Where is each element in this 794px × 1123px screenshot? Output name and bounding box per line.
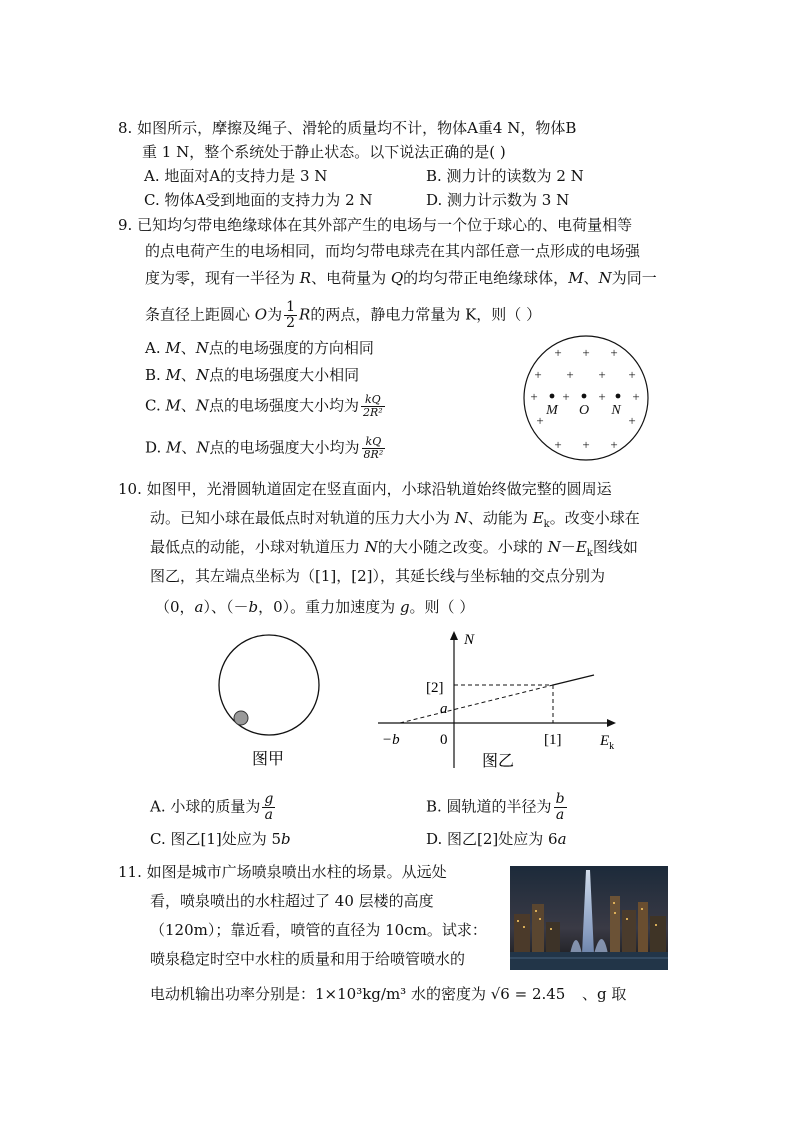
plus-sign: +: [562, 389, 570, 404]
q10-option-d: D. 图乙[2]处应为 6a: [426, 830, 567, 848]
tick-1-label: [1]: [544, 732, 562, 748]
q9-fraction-d: $\frac{kQ}{\text{8R²}}$: [363, 435, 384, 461]
label-o: O: [578, 403, 590, 418]
point-m: [550, 394, 555, 399]
axis-ek-label: $E_k$: [600, 733, 615, 752]
plus-sign: +: [628, 367, 636, 382]
q9-line3: 度为零，现有一半径为 R、电荷量为 Q的均匀带正电绝缘球体，M、N为同一: [145, 269, 657, 287]
plus-sign: +: [554, 345, 562, 360]
plus-sign: +: [610, 345, 618, 360]
plus-sign: +: [598, 389, 606, 404]
q9-option-b: B. M、N点的电场强度大小相同: [145, 366, 360, 384]
q10-line1: 10. 如图甲，光滑圆轨道固定在竖直面内，小球沿轨道始终做完整的圆周运: [118, 480, 612, 498]
q8-option-d: D. 测力计示数为 3 N: [426, 191, 570, 209]
fountain-photo: [510, 866, 668, 970]
q8-option-b: B. 测力计的读数为 2 N: [426, 167, 584, 185]
fig-jia-caption: 图甲: [251, 751, 285, 768]
fig-yi-caption: 图乙: [481, 753, 515, 770]
ball-icon: [234, 711, 248, 725]
q9-option-d: D. M、N点的电场强度大小均为 $\frac{kQ}{\text{8R²}}$: [145, 435, 384, 461]
label-m: M: [546, 403, 558, 418]
q11-line5-tail: 、g 取: [582, 985, 627, 1003]
plus-sign: +: [566, 367, 574, 382]
q9-fraction-c: $\frac{kQ}{\text{2R²}}$: [363, 393, 383, 419]
tick-neg-b-label: −b: [382, 732, 400, 748]
q10-line3: 最低点的动能，小球对轨道压力 N的大小随之改变。小球的 $N-E_k$图线如: [150, 538, 638, 559]
point-o: [582, 394, 587, 399]
tick-0-label: 0: [440, 732, 448, 748]
q10-line4: 图乙，其左端点坐标为（[1]，[2]），其延长线与坐标轴的交点分别为: [150, 567, 605, 585]
q9-line2: 的点电荷产生的电场相同，而均匀带电球壳在其内部任意一点形成的电场强: [145, 242, 641, 260]
axis-n-label: N: [464, 632, 475, 648]
q11-line1: 11. 如图是城市广场喷泉喷出水柱的场景。从远处: [118, 863, 447, 881]
q9-option-c: C. M、N点的电场强度大小均为 $\frac{kQ}{\text{2R²}}$: [145, 393, 383, 419]
q9-line4: 条直径上距圆心 O为 $\frac{1}{2}$ R的两点，静电力常量为 K，则（ ）: [145, 299, 542, 331]
plus-sign: +: [582, 437, 590, 452]
plus-sign: +: [610, 437, 618, 452]
q8-option-c: C. 物体A受到地面的支持力为 2 N: [144, 191, 373, 209]
plus-sign: +: [536, 413, 544, 428]
q11-line5: 电动机输出功率分别是：1×10³kg/m³ 水的密度为 √6 = 2.45: [150, 985, 566, 1003]
q10-option-a: A. 小球的质量为 $\frac{g}{a}$: [150, 791, 274, 823]
point-n: [616, 394, 621, 399]
q9-option-a: A. M、N点的电场强度的方向相同: [145, 339, 374, 357]
label-n: N: [611, 403, 621, 418]
tick-2-label: [2]: [426, 680, 444, 696]
q8-option-a: A. 地面对A的支持力是 3 N: [144, 167, 328, 185]
plus-sign: +: [530, 389, 538, 404]
plus-sign: +: [582, 345, 590, 360]
circular-track-figure: [210, 630, 330, 775]
tick-a-label: a: [440, 701, 448, 717]
q8-line1: 8. 如图所示，摩擦及绳子、滑轮的质量均不计，物体A重4 N，物体B: [118, 119, 577, 137]
plus-sign: +: [598, 367, 606, 382]
q10-option-c: C. 图乙[1]处应为 5b: [150, 830, 291, 848]
q8-line2: 重 1 N，整个系统处于静止状态。以下说法正确的是( ): [142, 143, 506, 161]
plus-sign: +: [554, 437, 562, 452]
plus-sign: +: [534, 367, 542, 382]
q11-line4: 喷泉稳定时空中水柱的质量和用于给喷管喷水的: [150, 950, 466, 968]
q11-line2: 看，喷泉喷出的水柱超过了 40 层楼的高度: [150, 892, 434, 910]
charged-sphere-figure: [516, 333, 656, 463]
plus-sign: +: [632, 389, 640, 404]
q9-line1: 9. 已知均匀带电绝缘球体在其外部产生的电场与一个位于球心的、电荷量相等: [118, 216, 633, 234]
plus-sign: +: [628, 413, 636, 428]
q9-fraction-half: $\frac{1}{2}$: [286, 299, 296, 331]
n-ek-graph: [372, 628, 624, 773]
q10-option-b: B. 圆轨道的半径为 $\frac{b}{a}$: [426, 791, 565, 823]
q10-line2: 动。已知小球在最低点时对轨道的压力大小为 N、动能为 $E_k$。改变小球在: [150, 509, 640, 530]
q11-line3: （120m）；靠近看，喷管的直径为 10cm。试求：: [150, 921, 487, 939]
q10-line5: （0，a）、（－b，0）。重力加速度为 g。则（ ）: [155, 598, 475, 616]
